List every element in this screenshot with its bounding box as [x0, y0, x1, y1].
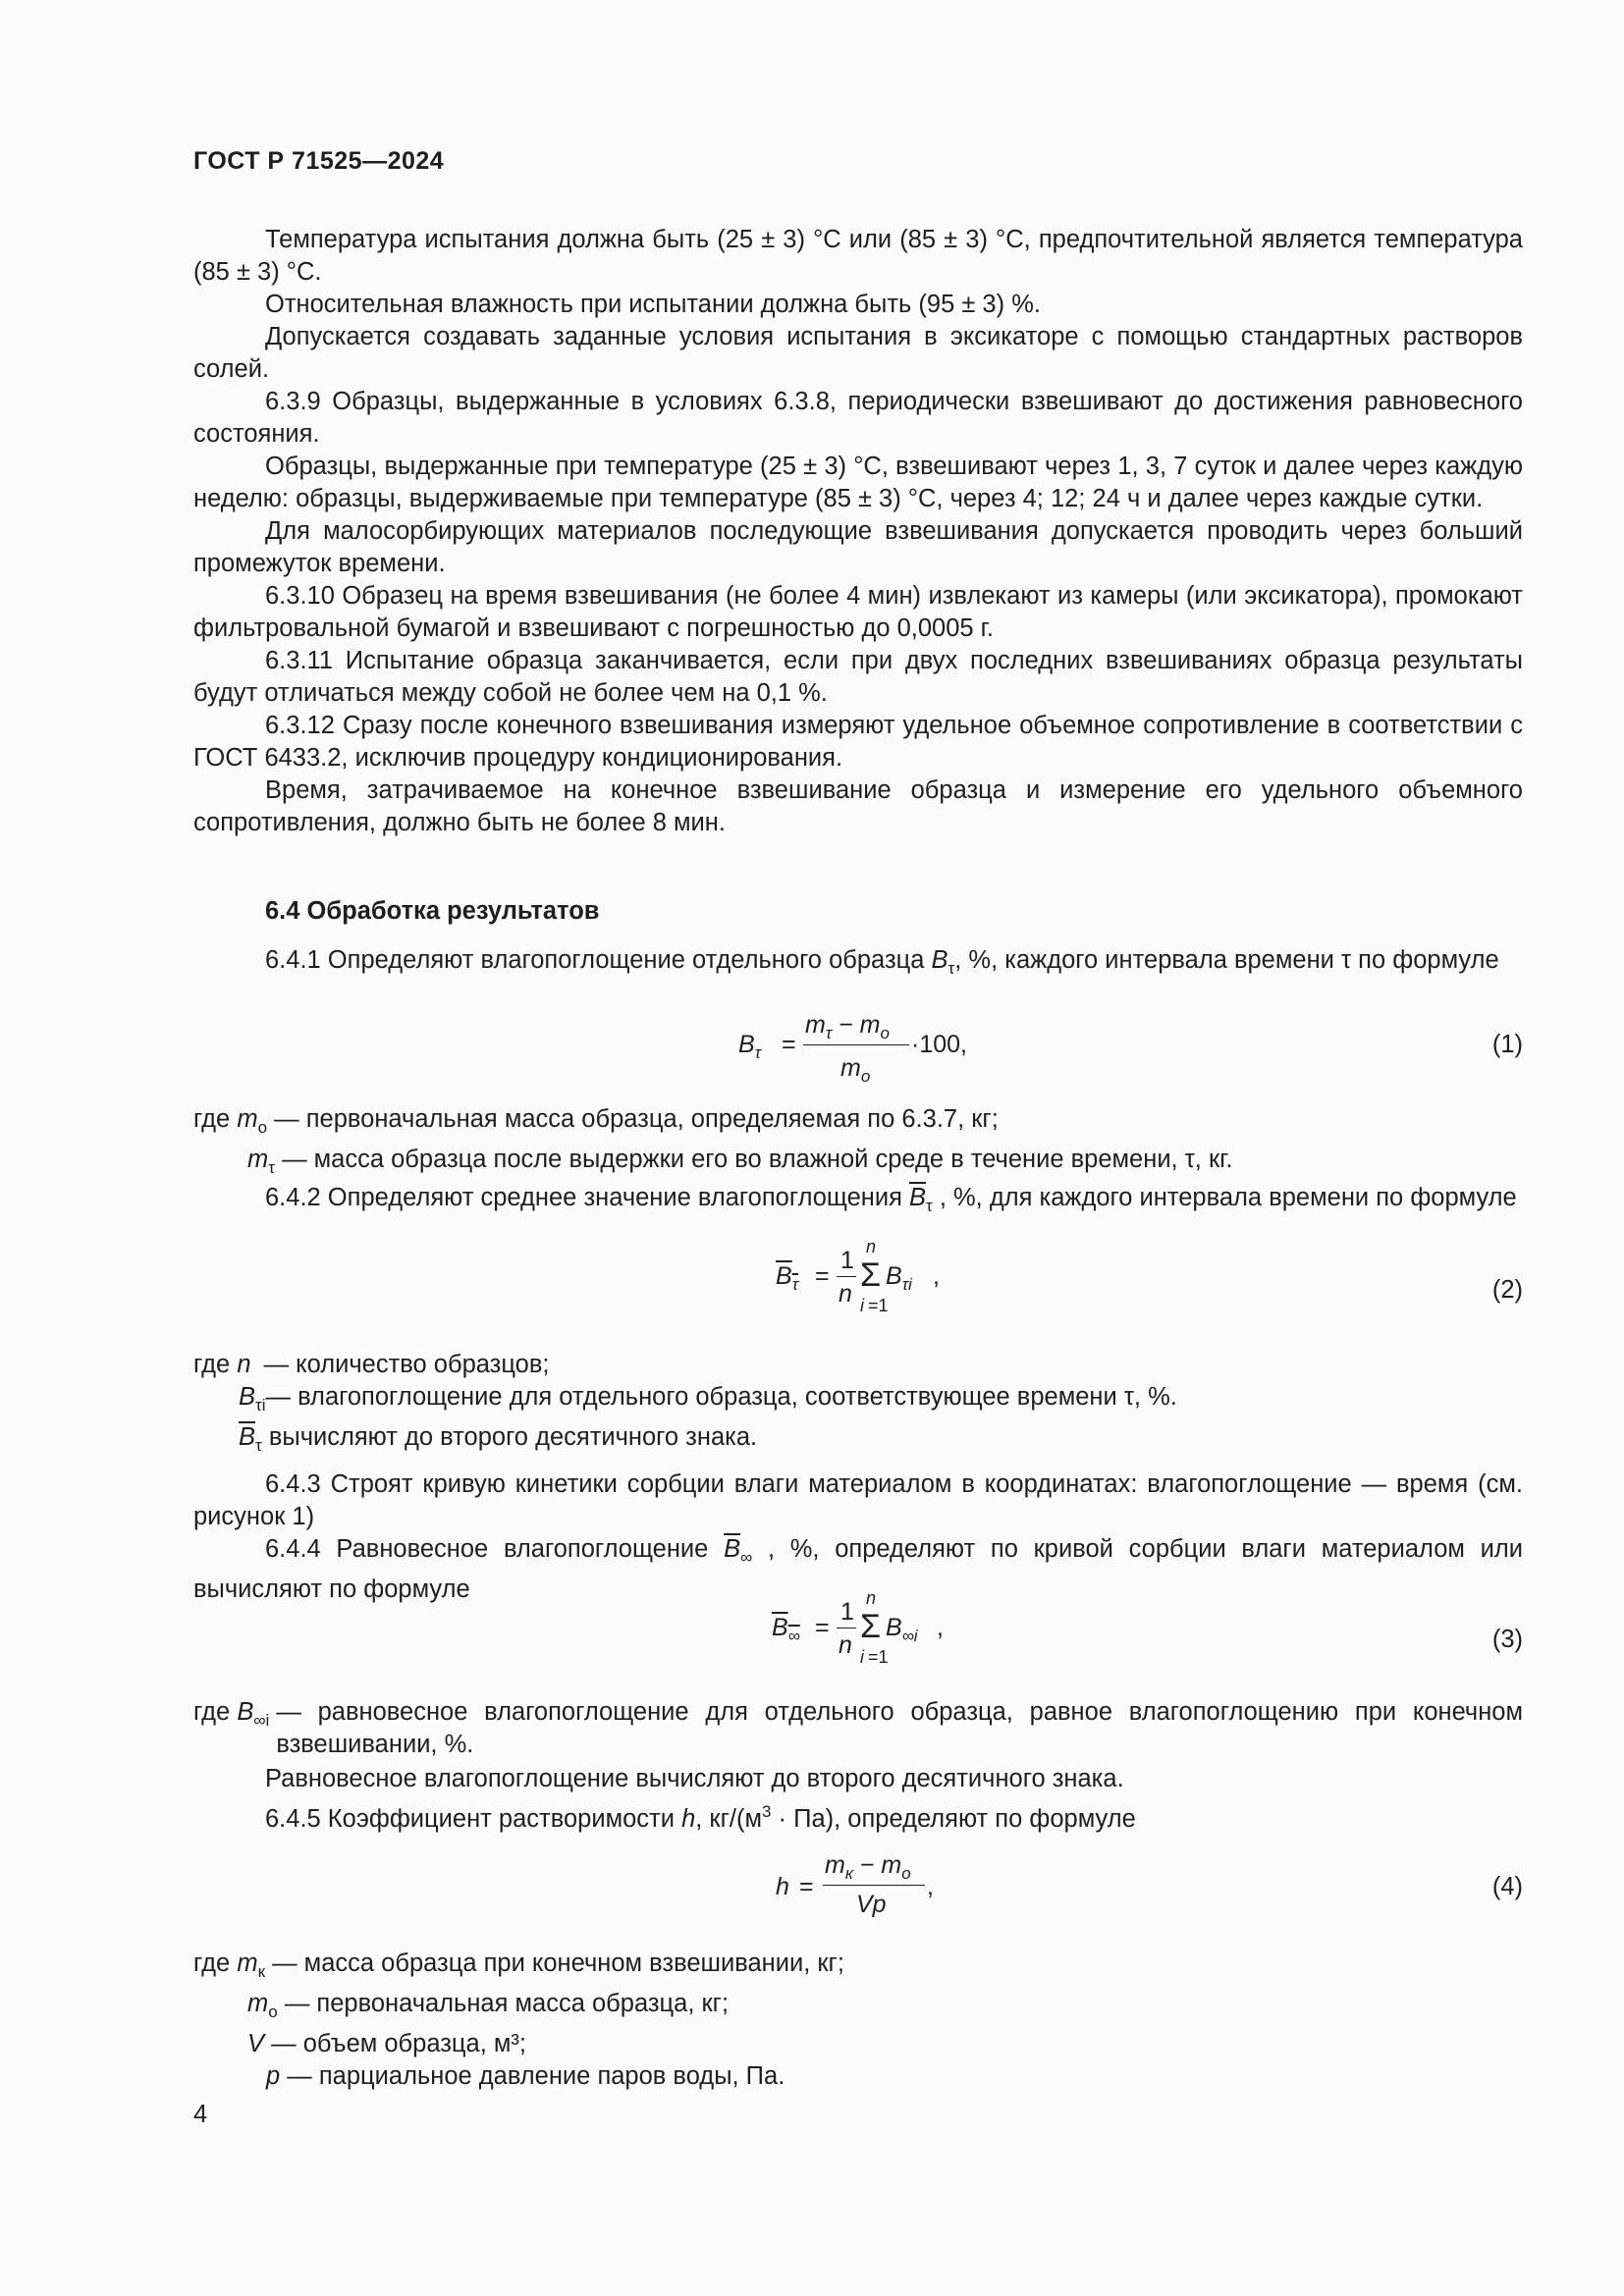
- paragraph: Допускается создавать заданные условия испытания в эксикаторе с помощью стандартных растворов солей.: [193, 323, 1523, 383]
- paragraph: Образцы, выдержанные при температуре (25 ± 3) °С, взвешивают через 1, 3, 7 суток и далее через каждую неделю: образцы, выдерживаемые при температуре (85 ± 3) °С, через 4; 12; 24 ч и далее через каждые сутки.: [193, 453, 1523, 512]
- equation-number: (3): [1491, 1626, 1523, 1653]
- paragraph-643: 6.4.3 Строят кривую кинетики сорбции влаги материалом в координатах: влагопоглощение — время (см. рисунок 1): [193, 1470, 1523, 1530]
- equation-number: (4): [1491, 1873, 1523, 1900]
- paragraph-eq-calc: Равновесное влагопоглощение вычисляют до второго десятичного знака.: [265, 1765, 1124, 1792]
- paragraph-644: 6.4.4 Равновесное влагопоглощение $\overline{B}_\infty$ , %, определяют по кривой сорбции влаги материалом или вычисляют по формуле: [193, 1535, 1524, 1603]
- paragraph: 6.3.11 Испытание образца заканчивается, если при двух последних взвешиваниях образца результаты будут отличаться между собой не более чем на 0,1 %.: [193, 647, 1523, 707]
- paragraph: Относительная влажность при испытании должна быть (95 ± 3) %.: [265, 291, 1041, 318]
- equation-3: $B_\infty$ = 1 n n Σ i =1 $B_{\infty i}$ ,: [772, 1588, 944, 1667]
- paragraph: 6.3.10 Образец на время взвешивания (не более 4 мин) извлекают из камеры (или эксикатора), промокают фильтровальной бумагой и взвешивают с погрешностью до 0,0005 г.: [193, 582, 1523, 642]
- equation-1: $B_\tau$ = $m_\tau - m_о$ $m_о$ ·100,: [738, 1011, 967, 1086]
- paragraph-642: 6.4.2 Определяют среднее значение влагопоглощения $\overline{B}_\tau$ , %, для каждого интервала времени по формуле: [265, 1184, 1517, 1215]
- legend-1: где $m_о$ — первоначальная масса образца, определяемая по 6.3.7, кг; $m_\tau$ — масса образца после выдержки его во влажной среде в течение времени, τ, кг.: [193, 1105, 1233, 1177]
- paragraph: Для малосорбирующих материалов последующие взвешивания допускается проводить через больший промежуток времени.: [193, 517, 1523, 577]
- paragraph: 6.3.9 Образцы, выдержанные в условиях 6.3.8, периодически взвешивают до достижения равновесного состояния.: [193, 388, 1523, 448]
- equation-number: (2): [1491, 1276, 1523, 1304]
- equation-4: h = $m_к - m_о$ Vp ,: [776, 1851, 934, 1918]
- paragraph: 6.3.12 Сразу после конечного взвешивания измеряют удельное объемное сопротивление в соответствии с ГОСТ 6433.2, исключив процедуру кондиционирования.: [193, 712, 1523, 772]
- page-number: 4: [193, 2101, 208, 2128]
- equation-number: (1): [1491, 1031, 1523, 1058]
- legend-3: где $B_{\infty i}$ — равновесное влагопоглощение для отдельного образца, равное влагопоглощению при конечном взвешивании, %.: [193, 1698, 1523, 1758]
- paragraph: Температура испытания должна быть (25 ± 3) °С или (85 ± 3) °С, предпочтительной является температура (85 ± 3) °С.: [193, 226, 1523, 286]
- legend-4: где $m_к$ — масса образца при конечном взвешивании, кг; $m_о$ — первоначальная масса образца, кг; V — объем образца, м³; p — парциальное давление паров воды, Па.: [193, 1949, 844, 2090]
- document-header: ГОСТ Р 71525—2024: [193, 147, 445, 175]
- section-title: 6.4 Обработка результатов: [265, 897, 600, 925]
- paragraph: Время, затрачиваемое на конечное взвешивание образца и измерение его удельного объемного сопротивления, должно быть не более 8 мин.: [193, 776, 1523, 836]
- body-text-block: [193, 224, 1523, 839]
- legend-2: где n — количество образцов; $B_{\tau i}—$ влагопоглощение для отдельного образца, соответствующее времени τ, %. $\overline{B}_\tau$ вычисляют до второго десятичного знака.: [193, 1351, 1177, 1455]
- paragraph-641: 6.4.1 Определяют влагопоглощение отдельного образца $B_\tau$, %, каждого интервала времени τ по формуле: [265, 946, 1499, 978]
- paragraph-645: 6.4.5 Коэффициент растворимости h, $кг/(м^3 \cdot Па)$, определяют по формуле: [265, 1802, 1136, 1833]
- equation-2: $B_\tau$ = 1 n n Σ i =1 $B_{\tau i}$ ,: [776, 1237, 940, 1315]
